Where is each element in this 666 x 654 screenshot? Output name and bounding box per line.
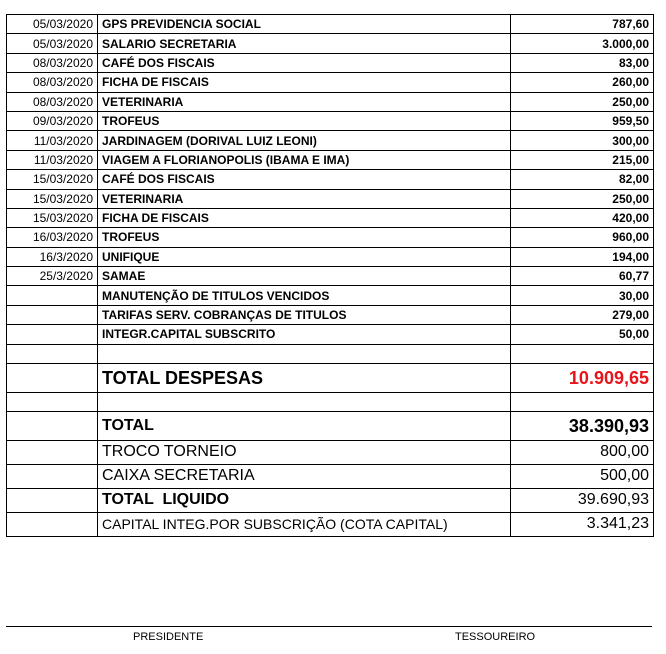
entry-date: 16/03/2020 (7, 228, 98, 247)
table-row (7, 73, 654, 92)
entry-date: 08/03/2020 (7, 73, 98, 92)
entry-description: FICHA DE FISCAIS (98, 73, 511, 92)
entry-description: VIAGEM A FLORIANOPOLIS (IBAMA E IMA) (98, 150, 511, 169)
entry-date: 15/03/2020 (7, 170, 98, 189)
entry-description: TARIFAS SERV. COBRANÇAS DE TITULOS (98, 305, 511, 324)
entry-description: JARDINAGEM (DORIVAL LUIZ LEONI) (98, 131, 511, 150)
signature-line (6, 626, 652, 627)
entry-value: 300,00 (511, 131, 654, 150)
entry-description: INTEGR.CAPITAL SUBSCRITO (98, 325, 511, 344)
entry-description: FICHA DE FISCAIS (98, 208, 511, 227)
entry-date: 15/03/2020 (7, 189, 98, 208)
total-despesas-label: TOTAL DESPESAS (98, 363, 511, 392)
caixa-secretaria-value: 500,00 (511, 464, 654, 488)
table-row (7, 286, 654, 305)
table-row (7, 325, 654, 344)
table-row (7, 131, 654, 150)
entry-date: 09/03/2020 (7, 111, 98, 130)
entry-description: VETERINARIA (98, 92, 511, 111)
total-despesas-row (7, 363, 654, 392)
entry-value: 420,00 (511, 208, 654, 227)
table-row (7, 305, 654, 324)
troco-torneio-row (7, 440, 654, 464)
empty-row (7, 344, 654, 363)
entry-value: 250,00 (511, 92, 654, 111)
total-value: 38.390,93 (511, 411, 654, 440)
entry-description: MANUTENÇÃO DE TITULOS VENCIDOS (98, 286, 511, 305)
table-row (7, 228, 654, 247)
entry-date: 08/03/2020 (7, 53, 98, 72)
table-row (7, 267, 654, 286)
entry-date (7, 325, 98, 344)
entry-description: SAMAE (98, 267, 511, 286)
entry-description: SALARIO SECRETARIA (98, 34, 511, 53)
troco-torneio-value: 800,00 (511, 440, 654, 464)
entry-value: 30,00 (511, 286, 654, 305)
table-row (7, 111, 654, 130)
troco-torneio-label: TROCO TORNEIO (98, 440, 511, 464)
entry-value: 194,00 (511, 247, 654, 266)
entry-description: VETERINARIA (98, 189, 511, 208)
expense-entries (7, 15, 654, 537)
caixa-secretaria-row (7, 464, 654, 488)
total-label: TOTAL (98, 411, 511, 440)
entry-value: 3.000,00 (511, 34, 654, 53)
table-row (7, 189, 654, 208)
capital-row (7, 512, 654, 536)
capital-value: 3.341,23 (511, 512, 654, 536)
table-row (7, 15, 654, 34)
caixa-secretaria-label: CAIXA SECRETARIA (98, 464, 511, 488)
table-row (7, 150, 654, 169)
entry-value: 279,00 (511, 305, 654, 324)
table-row (7, 247, 654, 266)
entry-date: 11/03/2020 (7, 131, 98, 150)
entry-value: 787,60 (511, 15, 654, 34)
entry-value: 60,77 (511, 267, 654, 286)
presidente-signature-label: PRESIDENTE (133, 631, 204, 643)
entry-date: 08/03/2020 (7, 92, 98, 111)
entry-description: CAFÉ DOS FISCAIS (98, 53, 511, 72)
entry-date: 11/03/2020 (7, 150, 98, 169)
capital-label: CAPITAL INTEG.POR SUBSCRIÇÃO (COTA CAPITAL) (98, 512, 511, 536)
entry-description: CAFÉ DOS FISCAIS (98, 170, 511, 189)
total-row (7, 411, 654, 440)
entry-date (7, 305, 98, 324)
total-despesas-value: 10.909,65 (511, 363, 654, 392)
entry-date: 15/03/2020 (7, 208, 98, 227)
tesoureiro-signature-label: TESSOUREIRO (455, 631, 536, 643)
entry-value: 215,00 (511, 150, 654, 169)
entry-description: TROFEUS (98, 111, 511, 130)
expense-ledger-table (6, 14, 654, 537)
table-row (7, 170, 654, 189)
table-row (7, 208, 654, 227)
entry-date: 05/03/2020 (7, 15, 98, 34)
entry-value: 83,00 (511, 53, 654, 72)
table-row (7, 53, 654, 72)
total-liquido-row (7, 488, 654, 512)
entry-date: 16/3/2020 (7, 247, 98, 266)
table-row (7, 34, 654, 53)
total-liquido-label: TOTAL LIQUIDO (98, 488, 511, 512)
entry-value: 959,50 (511, 111, 654, 130)
entry-value: 960,00 (511, 228, 654, 247)
entry-value: 50,00 (511, 325, 654, 344)
entry-description: UNIFIQUE (98, 247, 511, 266)
entry-description: GPS PREVIDENCIA SOCIAL (98, 15, 511, 34)
entry-date (7, 286, 98, 305)
entry-date: 05/03/2020 (7, 34, 98, 53)
entry-description: TROFEUS (98, 228, 511, 247)
table-row (7, 92, 654, 111)
entry-value: 82,00 (511, 170, 654, 189)
empty-row (7, 392, 654, 411)
total-liquido-value: 39.690,93 (511, 488, 654, 512)
entry-value: 250,00 (511, 189, 654, 208)
entry-value: 260,00 (511, 73, 654, 92)
entry-date: 25/3/2020 (7, 267, 98, 286)
